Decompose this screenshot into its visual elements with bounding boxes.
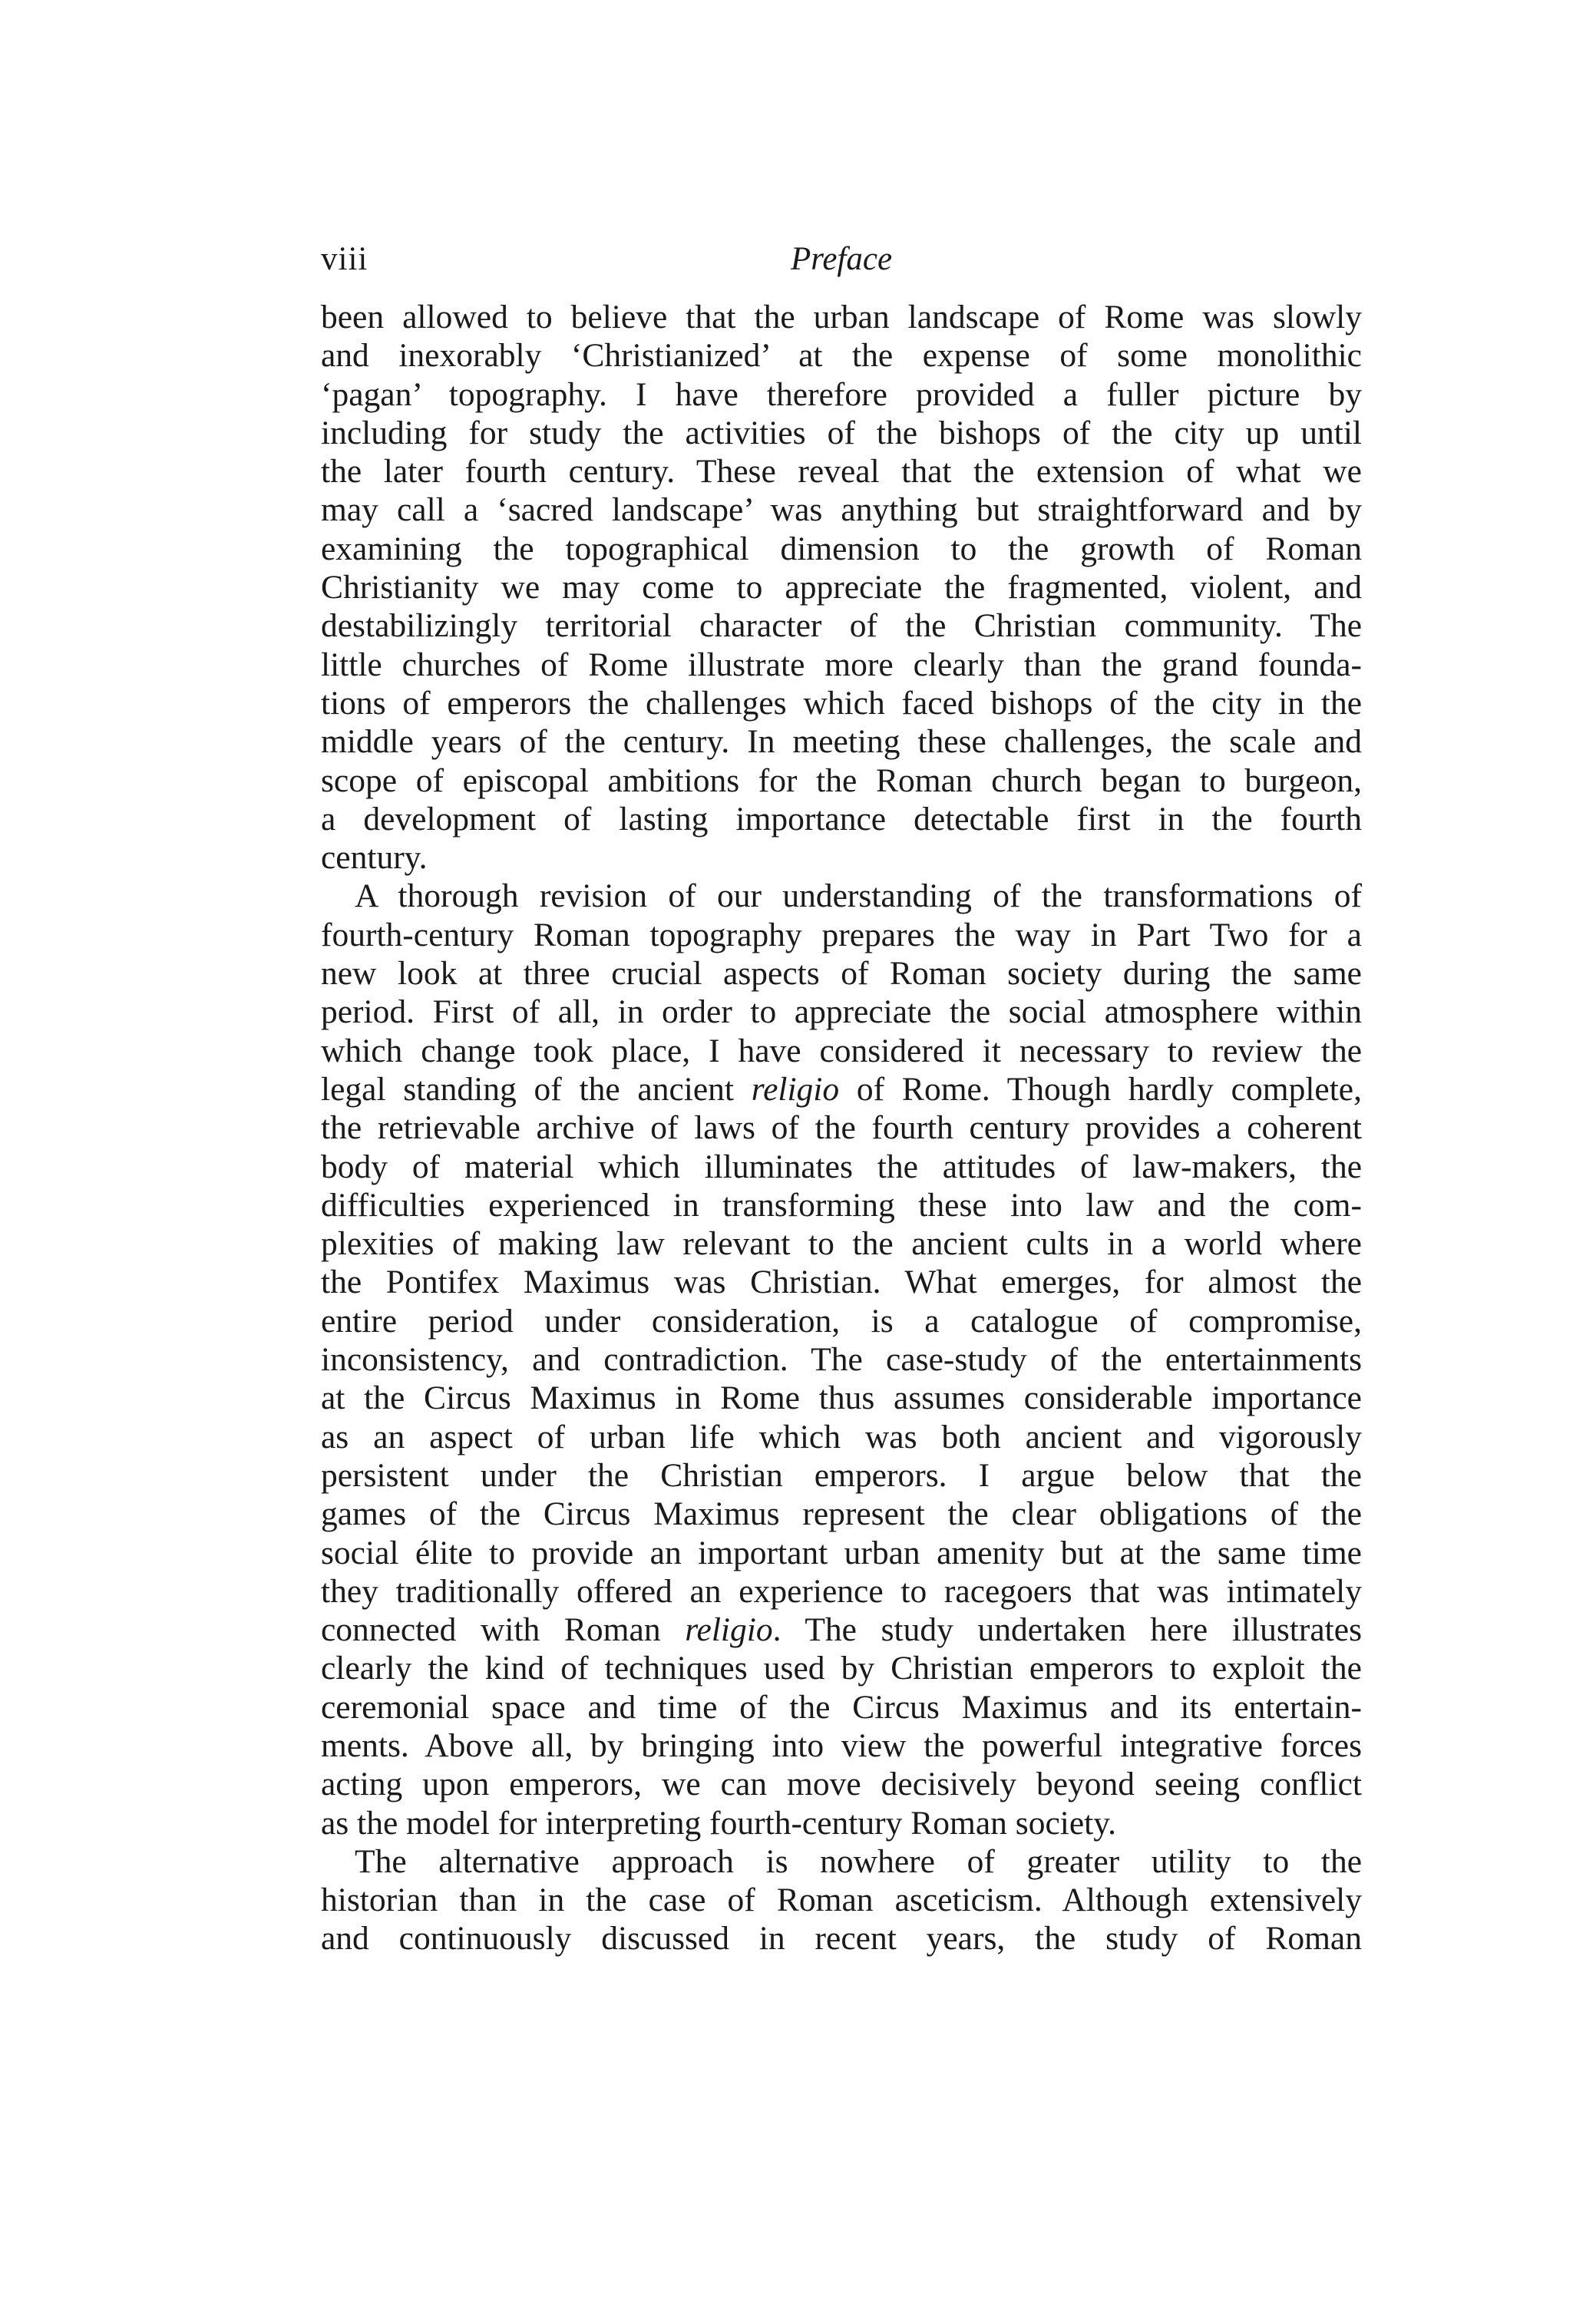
text-line bbox=[321, 954, 1362, 993]
text-line bbox=[321, 414, 1362, 452]
paragraph bbox=[321, 1842, 1362, 1958]
running-head bbox=[321, 236, 1362, 283]
text-line bbox=[321, 1456, 1362, 1495]
text-line bbox=[321, 916, 1362, 954]
text-line bbox=[321, 1726, 1362, 1765]
text-run: fourth-century Roman topography prepares the way in Part Two for a bbox=[321, 916, 1362, 953]
text-run: and continuously discussed in recent years, the study of Roman bbox=[321, 1920, 1362, 1958]
text-run: middle years of the century. In meeting these challenges, the scale and bbox=[321, 723, 1362, 761]
text-line bbox=[321, 1224, 1362, 1263]
text-run: been allowed to believe that the urban landscape of Rome was slowly bbox=[321, 299, 1362, 335]
text-run: entire period under consideration, is a catalogue of compromise, bbox=[321, 1302, 1362, 1340]
text-run: they traditionally offered an experience to racegoers that was intimately bbox=[321, 1572, 1362, 1610]
text-line bbox=[321, 1534, 1362, 1572]
text-line bbox=[321, 1340, 1362, 1379]
text-run: little churches of Rome illustrate more clearly than the grand founda- bbox=[321, 646, 1362, 683]
text-run: ‘pagan’ topography. I have therefore provided a fuller picture by bbox=[321, 375, 1362, 413]
page-number: viii bbox=[321, 241, 368, 277]
text-line bbox=[321, 1804, 1362, 1842]
italic-term: religio bbox=[685, 1611, 773, 1649]
text-line bbox=[321, 838, 1362, 877]
text-run: Christianity we may come to appreciate the fragmented, violent, and bbox=[321, 569, 1362, 606]
text-line bbox=[321, 1263, 1362, 1301]
text-run: historian than in the case of Roman asceticism. Although extensively bbox=[321, 1882, 1362, 1919]
text-run: social élite to provide an important urban amenity but at the same time bbox=[321, 1534, 1362, 1571]
text-line bbox=[321, 1148, 1362, 1186]
text-line bbox=[321, 606, 1362, 645]
text-line bbox=[321, 1070, 1362, 1109]
text-line bbox=[321, 1572, 1362, 1611]
text-run: games of the Circus Maximus represent the clear obligations of the bbox=[321, 1495, 1362, 1533]
text-run: ceremonial space and time of the Circus Maximus and its entertain- bbox=[321, 1688, 1362, 1726]
section-title: Preface bbox=[790, 241, 893, 277]
text-line bbox=[321, 568, 1362, 606]
text-run: body of material which illuminates the attitudes of law-makers, the bbox=[321, 1148, 1362, 1185]
text-line bbox=[321, 1649, 1362, 1687]
text-line bbox=[321, 877, 1362, 915]
text-line bbox=[321, 993, 1362, 1031]
paragraph bbox=[321, 298, 1362, 877]
text-run: including for study the activities of the bishops of the city up until bbox=[321, 414, 1362, 451]
text-line bbox=[321, 1919, 1362, 1958]
text-run: tions of emperors the challenges which faced bishops of the city in the bbox=[321, 684, 1362, 722]
text-run: ments. Above all, by bringing into view the powerful integrative forces bbox=[321, 1726, 1362, 1764]
text-line bbox=[321, 762, 1362, 800]
text-line bbox=[321, 530, 1362, 568]
text-line bbox=[321, 1765, 1362, 1803]
text-run: . The study undertaken here illustrates bbox=[772, 1611, 1362, 1649]
text-run: clearly the kind of techniques used by Christian emperors to exploit the bbox=[321, 1650, 1362, 1687]
text-run: connected with Roman bbox=[321, 1611, 686, 1649]
text-run: as an aspect of urban life which was both ancient and vigorously bbox=[321, 1418, 1362, 1455]
text-line bbox=[321, 1379, 1362, 1417]
text-run: the Pontifex Maximus was Christian. What emerges, for almost the bbox=[321, 1264, 1362, 1301]
text-run: of Rome. Though hardly complete, bbox=[839, 1070, 1362, 1108]
text-line bbox=[321, 336, 1362, 375]
text-line bbox=[321, 1109, 1362, 1147]
text-run: A thorough revision of our understanding of the transformations of bbox=[355, 877, 1362, 915]
text-run: The alternative approach is nowhere of greater utility to the bbox=[355, 1842, 1362, 1880]
text-line bbox=[321, 1842, 1362, 1881]
text-run: destabilizingly territorial character of the Christian community. The bbox=[321, 607, 1362, 645]
text-run: century. bbox=[321, 839, 428, 877]
text-line bbox=[321, 1186, 1362, 1224]
text-line bbox=[321, 1611, 1362, 1649]
text-run: new look at three crucial aspects of Roman society during the same bbox=[321, 955, 1362, 993]
text-run: acting upon emperors, we can move decisively beyond seeing conflict bbox=[321, 1766, 1362, 1803]
text-line bbox=[321, 375, 1362, 414]
body-text bbox=[321, 298, 1362, 1958]
text-run: and inexorably ‘Christianized’ at the expense of some monolithic bbox=[321, 337, 1362, 375]
text-line bbox=[321, 684, 1362, 722]
text-run: plexities of making law relevant to the ancient cults in a world where bbox=[321, 1225, 1362, 1263]
paragraph bbox=[321, 877, 1362, 1842]
text-run: a development of lasting importance detectable first in the fourth bbox=[321, 800, 1362, 838]
text-line bbox=[321, 1688, 1362, 1726]
text-run: examining the topographical dimension to the growth of Roman bbox=[321, 530, 1362, 567]
text-run: legal standing of the ancient bbox=[321, 1070, 752, 1108]
text-line bbox=[321, 646, 1362, 684]
text-line bbox=[321, 1302, 1362, 1340]
text-run: at the Circus Maximus in Rome thus assumes considerable importance bbox=[321, 1379, 1362, 1417]
text-run: the later fourth century. These reveal that the extension of what we bbox=[321, 453, 1362, 491]
text-run: may call a ‘sacred landscape’ was anything but straightforward and by bbox=[321, 491, 1362, 529]
text-line bbox=[321, 1032, 1362, 1070]
text-line bbox=[321, 722, 1362, 761]
text-line bbox=[321, 1495, 1362, 1533]
text-line bbox=[321, 1881, 1362, 1919]
text-run: difficulties experienced in transforming these into law and the com- bbox=[321, 1186, 1362, 1224]
text-line bbox=[321, 491, 1362, 529]
text-run: as the model for interpreting fourth-century Roman society. bbox=[321, 1804, 1117, 1842]
text-run: the retrievable archive of laws of the fourth century provides a coherent bbox=[321, 1109, 1362, 1147]
text-line bbox=[321, 298, 1362, 336]
text-run: scope of episcopal ambitions for the Roman church began to burgeon, bbox=[321, 762, 1362, 799]
italic-term: religio bbox=[751, 1070, 840, 1108]
text-line bbox=[321, 1418, 1362, 1456]
text-run: period. First of all, in order to appreciate the social atmosphere within bbox=[321, 993, 1362, 1031]
text-run: persistent under the Christian emperors. I argue below that the bbox=[321, 1456, 1362, 1494]
text-line bbox=[321, 452, 1362, 491]
text-run: inconsistency, and contradiction. The case-study of the entertainments bbox=[321, 1341, 1362, 1379]
text-line bbox=[321, 800, 1362, 838]
text-run: which change took place, I have considered it necessary to review the bbox=[321, 1032, 1362, 1069]
